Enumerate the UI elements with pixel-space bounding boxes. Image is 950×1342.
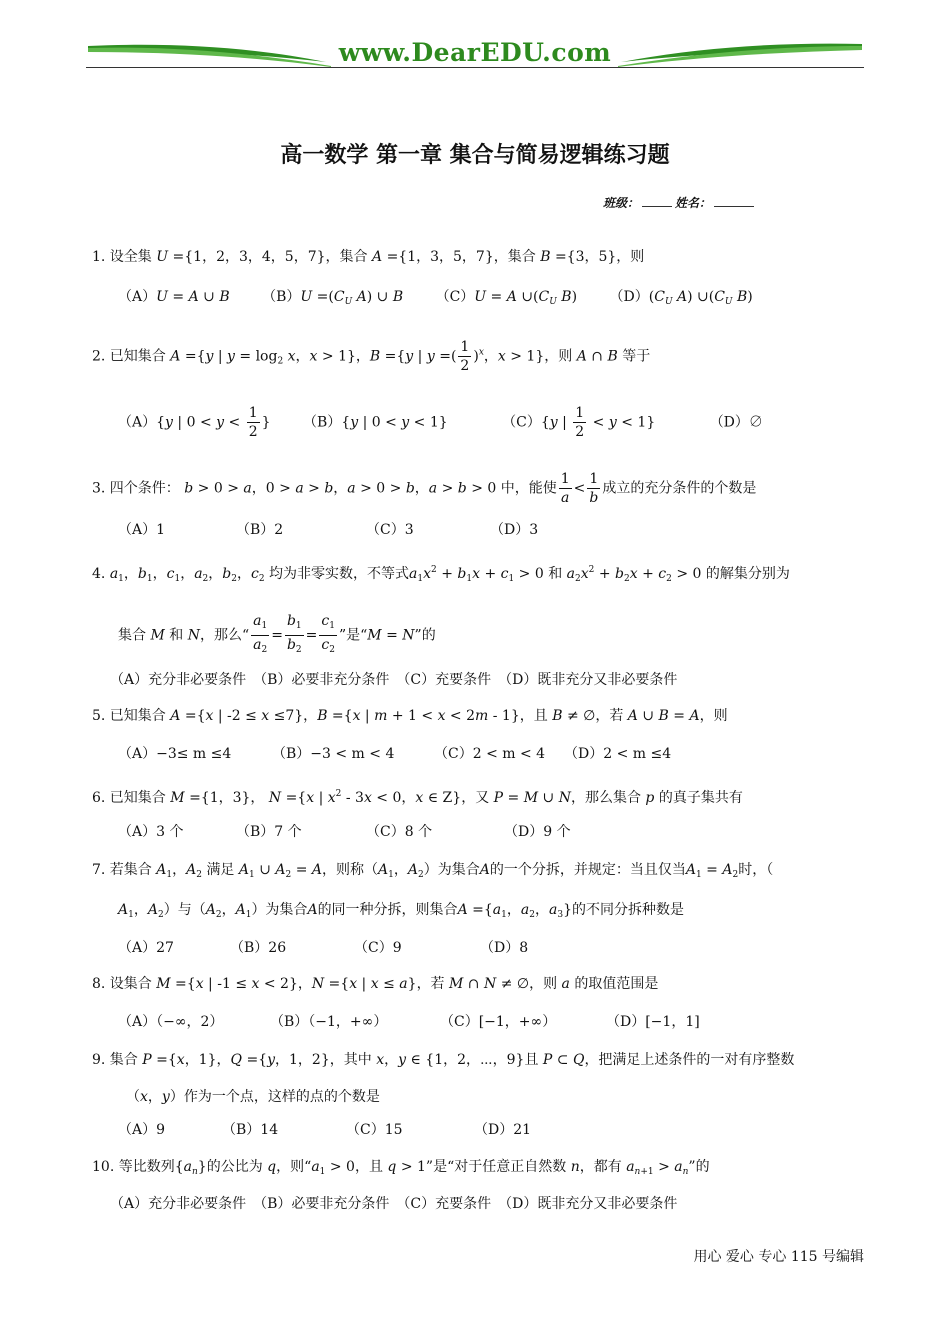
page-title: 高一数学 第一章 集合与简易逻辑练习题	[280, 143, 670, 168]
name-blank	[714, 206, 754, 207]
site-banner	[86, 36, 864, 70]
question-7-stem: 7. 若集合 $A_1$，$A_2$ 满足 $A_1$ ∪ $A_2 = A$，则称（$A_1$，$A_2$）为集合A的一个分拆，并规定：当且仅当$A_1 = A_2$时，（	[92, 862, 774, 880]
question-4-line-2: 集合 M 和 N，那么“ $\frac{a_1}{a_2}$ = $\frac{b_1}{b_2}$ = $\frac{c_1}{c_2}$ ”是“M = N”的	[118, 613, 436, 655]
class-blank	[642, 206, 672, 207]
question-7-options: （A）27 （B）26 （C）9 （D）8	[118, 940, 529, 956]
question-4-stem: 4. $a_1$，$b_1$，$c_1$，$a_2$，$b_2$，$c_2$ 均为非零实数，不等式$a_1x^2 + b_1x + c_1 > 0$ 和 $a_2x^2 + b_2x + c_2 > 0$ 的解集分别为	[92, 565, 790, 584]
name-label: 姓名：	[675, 196, 712, 210]
question-8-options: （A）（−∞，2） （B）（−1，+∞） （C）[−1，+∞） （D）[−1，1]	[118, 1014, 700, 1030]
page-footer: 用心 爱心 专心 115 号编辑	[693, 1249, 864, 1265]
class-label: 班级：	[603, 196, 640, 210]
question-7-line-2: $A_1$，$A_2$）与（$A_2$，$A_1$）为集合A的同一种分拆，则集合$A =\{a_1$，$a_2$，$a_3$}的不同分拆种数是	[118, 902, 684, 920]
site-name[interactable]: www.DearEDU.com	[338, 38, 612, 67]
question-9-line-2: （x，y）作为一个点，这样的点的个数是	[126, 1089, 380, 1105]
question-9-stem: 9. 集合 P ={x，1}，Q ={y，1，2}，其中 x，y ∈ {1，2，⋯，9}且 P ⊂ Q，把满足上述条件的一对有序整数	[92, 1052, 795, 1068]
question-6-options: （A）3 个 （B）7 个 （C）8 个 （D）9 个	[118, 824, 571, 840]
question-2-stem: 2. 已知集合 A ={y | $y = \log_2 x$，x > 1}，B ={y | y =( $\frac{1}{2}$ )$^x$，x > 1}，则 A ∩ B 等于	[92, 339, 651, 374]
question-10-stem: 10. 等比数列$\{a_n\}$的公比为 q，则“$a_1 > 0$，且 q > 1”是“对于任意正自然数 n，都有 $a_{n+1} > a_n$”的	[92, 1159, 710, 1177]
question-2-options: （A）{y | 0 < y < $\frac{1}{2}$ } （B）{y | 0 < y < 1} （C）{y | $\frac{1}{2}$ < y < 1} （D）∅	[118, 405, 763, 440]
student-info	[603, 194, 757, 211]
question-9-options: （A）9 （B）14 （C）15 （D）21	[118, 1122, 532, 1138]
question-5-options: （A）−3≤ m ≤4 （B）−3 < m < 4 （C）2 < m < 4 （D）2 < m ≤4	[118, 746, 672, 762]
question-3-stem: 3. 四个条件： b > 0 > a，0 > a > b，a > 0 > b，a > b > 0 中，能使 $\frac{1}{a}$ < $\frac{1}{b}$ 成立的充分条件的个数是	[92, 471, 757, 506]
question-8-stem: 8. 设集合 M ={x | -1 ≤ x < 2}，N ={x | x ≤ a}，若 M ∩ N ≠ ∅，则 a 的取值范围是	[92, 976, 659, 992]
question-1-options: （A）U = A ∪ B $(B)U =(C_U$ A) ∪ B （C）U = A $\cup(C_U$ B) $(D)(C_U$ A) $\cup(C_U$ B)	[118, 289, 753, 307]
question-4-options: （A）充分非必要条件 （B）必要非充分条件 （C）充要条件 （D）既非充分又非必要条件	[110, 672, 678, 688]
question-3-options: （A）1 （B）2 （C）3 （D）3	[118, 522, 539, 538]
question-1-stem: 1. 设全集 U ={1，2，3，4，5，7}，集合 A ={1，3，5，7}，集合 B ={3，5}，则	[92, 249, 645, 265]
question-10-options: （A）充分非必要条件 （B）必要非充分条件 （C）充要条件 （D）既非充分又非必要条件	[110, 1196, 678, 1212]
question-6-stem: 6. 已知集合 M ={1，3}， N ={x | $x^2 - 3x < 0$，x ∈ Z}，又 P = M ∪ N，那么集合 p 的真子集共有	[92, 789, 743, 806]
question-5-stem: 5. 已知集合 A ={x | -2 ≤ x ≤7}，B ={x | m + 1 < x < 2m - 1}，且 B ≠ ∅，若 A ∪ B = A，则	[92, 708, 728, 724]
header-rule	[86, 67, 864, 68]
